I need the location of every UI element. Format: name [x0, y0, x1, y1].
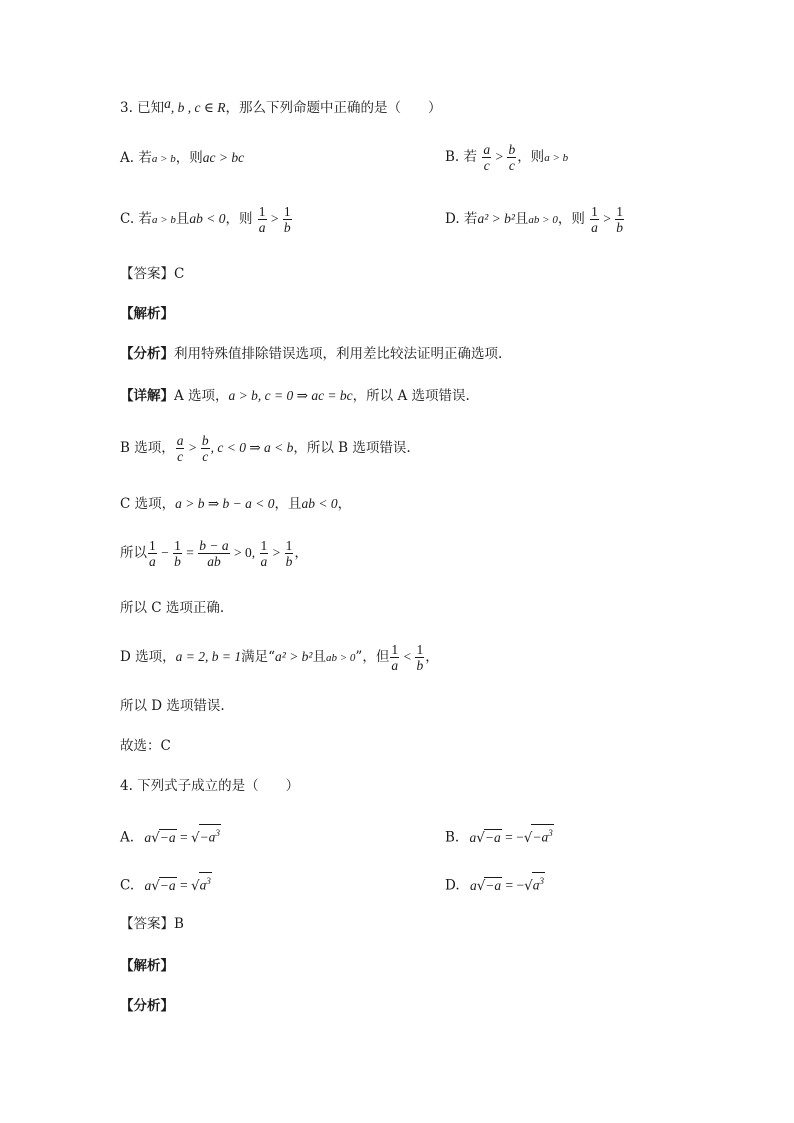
q3-detail-a	[120, 386, 470, 406]
final-choice: 故选：C	[120, 738, 171, 754]
math-expression: , c < 0 ⇒ a < b	[210, 440, 294, 455]
fraction-1-over-b: $\frac{1}{b}$	[283, 204, 291, 235]
q3-option-a	[120, 148, 244, 169]
q3-detail-b: B 选项， $\frac{a}{c}$ > $\frac{b}{c}$ , c < 0 ⇒ a < b，所以 B 选项错误.	[120, 433, 411, 464]
line-prefix: C 选项，	[120, 496, 176, 512]
q3-detail-d: D 选项，a = 2, b = 1满足“a² > b²且ab > 0”，但 $\frac{1}{a}$ < $\frac{1}{b}$ ，	[120, 642, 439, 673]
fraction-1-over-a: $\frac{1}{a}$	[391, 642, 399, 673]
fenxi-text: 利用特殊值排除错误选项，利用差比较法证明正确选项.	[174, 346, 503, 362]
q3-detail-c2: 所以 $\frac{1}{a}$ − $\frac{1}{b}$ = $\frac{b - a}{ab}$ > 0, $\frac{1}{a}$ > $\frac{1}{b}$ ，	[120, 538, 308, 569]
jiexi-heading: 【解析】	[120, 958, 174, 974]
answer-text: 【答案】C	[120, 266, 185, 282]
conjunction: ，则	[225, 211, 253, 227]
q3-stem-vars: , b , c ∈ R	[170, 100, 226, 115]
q3-stem	[120, 98, 442, 118]
line-suffix: ，所以 A 选项错误.	[352, 388, 470, 404]
fraction-1-over-a: $\frac{1}{a}$	[260, 538, 268, 569]
q3-answer	[120, 264, 184, 284]
conjunction: 且	[312, 649, 326, 665]
math-expression: a > b, c = 0 ⇒ ac = bc	[228, 388, 353, 403]
math-condition: a > b	[151, 153, 176, 165]
conjunction: ，则	[175, 150, 203, 166]
q4-answer	[120, 914, 184, 934]
q4-option-c: C. $a√-a = √a^3$	[120, 872, 212, 896]
conjunction: ，且	[274, 496, 302, 512]
line-suffix: ，	[294, 545, 308, 561]
q3-option-d: D. 若a² > b²且ab > 0，则 $\frac{1}{a}$ > $\frac{1}{b}$	[445, 204, 624, 235]
conjunction: 且	[514, 211, 529, 227]
q4-option-d: D. $a√-a = -√a^3$	[445, 872, 545, 896]
math-result: a > b	[544, 152, 569, 164]
q4-stem-text: 4. 下列式子成立的是（ ）	[120, 778, 300, 794]
fraction-1-over-a: $\frac{1}{a}$	[591, 204, 598, 235]
q4-stem	[120, 776, 299, 796]
math-condition: a > b	[151, 214, 176, 226]
q3-detail-c3	[120, 598, 224, 618]
conjunction: ，则	[557, 211, 585, 227]
math-condition: ab > 0	[325, 652, 356, 664]
line-mid: 满足“	[241, 649, 276, 665]
line-prefix: 所以	[120, 545, 147, 561]
math-expression: a > b ⇒ b − a < 0	[175, 496, 275, 511]
q3-option-c: C. 若a > b且ab < 0，则 $\frac{1}{a}$ > $\frac{1}{b}$	[120, 204, 291, 235]
fraction-1-over-b: $\frac{1}{b}$	[616, 204, 624, 235]
q3-option-b: B. 若 $\frac{a}{c}$ > $\frac{b}{c}$ ，则a > b	[445, 142, 569, 173]
math-expression: a = 2, b = 1	[175, 649, 242, 664]
q3-jiexi	[120, 304, 174, 324]
fraction-b-over-c: $\frac{b}{c}$	[201, 433, 209, 464]
q3-fenxi	[120, 344, 502, 364]
fraction-b-over-c: $\frac{b}{c}$	[508, 142, 516, 173]
math-condition: a² > b²	[275, 649, 313, 664]
q3-stem-prefix: 3. 已知	[120, 100, 165, 116]
option-label: A. 若	[120, 150, 152, 166]
fenxi-heading: 【分析】	[120, 998, 174, 1014]
fraction-1-over-a: $\frac{1}{a}$	[149, 538, 156, 569]
q4-option-a: A. $a√-a = √-a^3$	[120, 824, 221, 848]
option-label: D. 若	[445, 211, 478, 227]
option-label: B. 若	[445, 149, 478, 165]
q4-fenxi	[120, 996, 174, 1016]
line-prefix: D 选项，	[120, 649, 176, 665]
var-a: a	[164, 96, 171, 111]
conjunction: 且	[175, 211, 190, 227]
fraction-1-over-b: $\frac{1}{b}$	[174, 538, 181, 569]
line-text: 所以 D 选项错误.	[120, 698, 225, 714]
fraction-1-over-b: $\frac{1}{b}$	[416, 642, 424, 673]
fraction-b-minus-a-over-ab: $\frac{b - a}{ab}$	[199, 538, 229, 569]
option-label: C.	[120, 877, 135, 894]
option-label: D.	[445, 877, 460, 894]
line-prefix: A 选项，	[174, 388, 229, 404]
fraction-a-over-c: $\frac{a}{c}$	[176, 433, 184, 464]
jiexi-heading: 【解析】	[120, 306, 174, 322]
fraction-1-over-b: $\frac{1}{b}$	[285, 538, 293, 569]
math-result: ac > bc	[202, 150, 245, 165]
q3-guxuan	[120, 736, 171, 756]
math-condition: ab > 0	[528, 214, 558, 226]
option-label: C. 若	[120, 211, 152, 227]
line-text: 所以 C 选项正确.	[120, 600, 225, 616]
fraction-1-over-a: $\frac{1}{a}$	[258, 204, 266, 235]
xiangjie-heading: 【详解】	[120, 388, 174, 404]
line-suffix: ，所以 B 选项错误.	[293, 440, 411, 456]
fenxi-heading: 【分析】	[120, 346, 174, 362]
line-prefix: B 选项，	[120, 440, 175, 456]
line-mid: ”，但	[355, 649, 390, 665]
option-label: B.	[445, 829, 460, 846]
option-label: A.	[120, 829, 135, 846]
fraction-a-over-c: $\frac{a}{c}$	[483, 142, 491, 173]
q3-detail-c	[120, 494, 351, 514]
math-expression: ab < 0	[301, 496, 338, 511]
line-suffix: ，	[337, 496, 352, 512]
conjunction: ，则	[517, 149, 545, 165]
q3-stem-suffix: ，那么下列命题中正确的是（ ）	[225, 100, 442, 116]
line-suffix: ，	[425, 649, 439, 665]
q4-option-b: B. $a√-a = -√-a^3$	[445, 824, 554, 848]
answer-text: 【答案】B	[120, 916, 184, 932]
math-condition: a² > b²	[477, 211, 515, 226]
math-condition: ab < 0	[189, 211, 226, 226]
q3-detail-d2	[120, 696, 225, 716]
q4-jiexi	[120, 956, 174, 976]
